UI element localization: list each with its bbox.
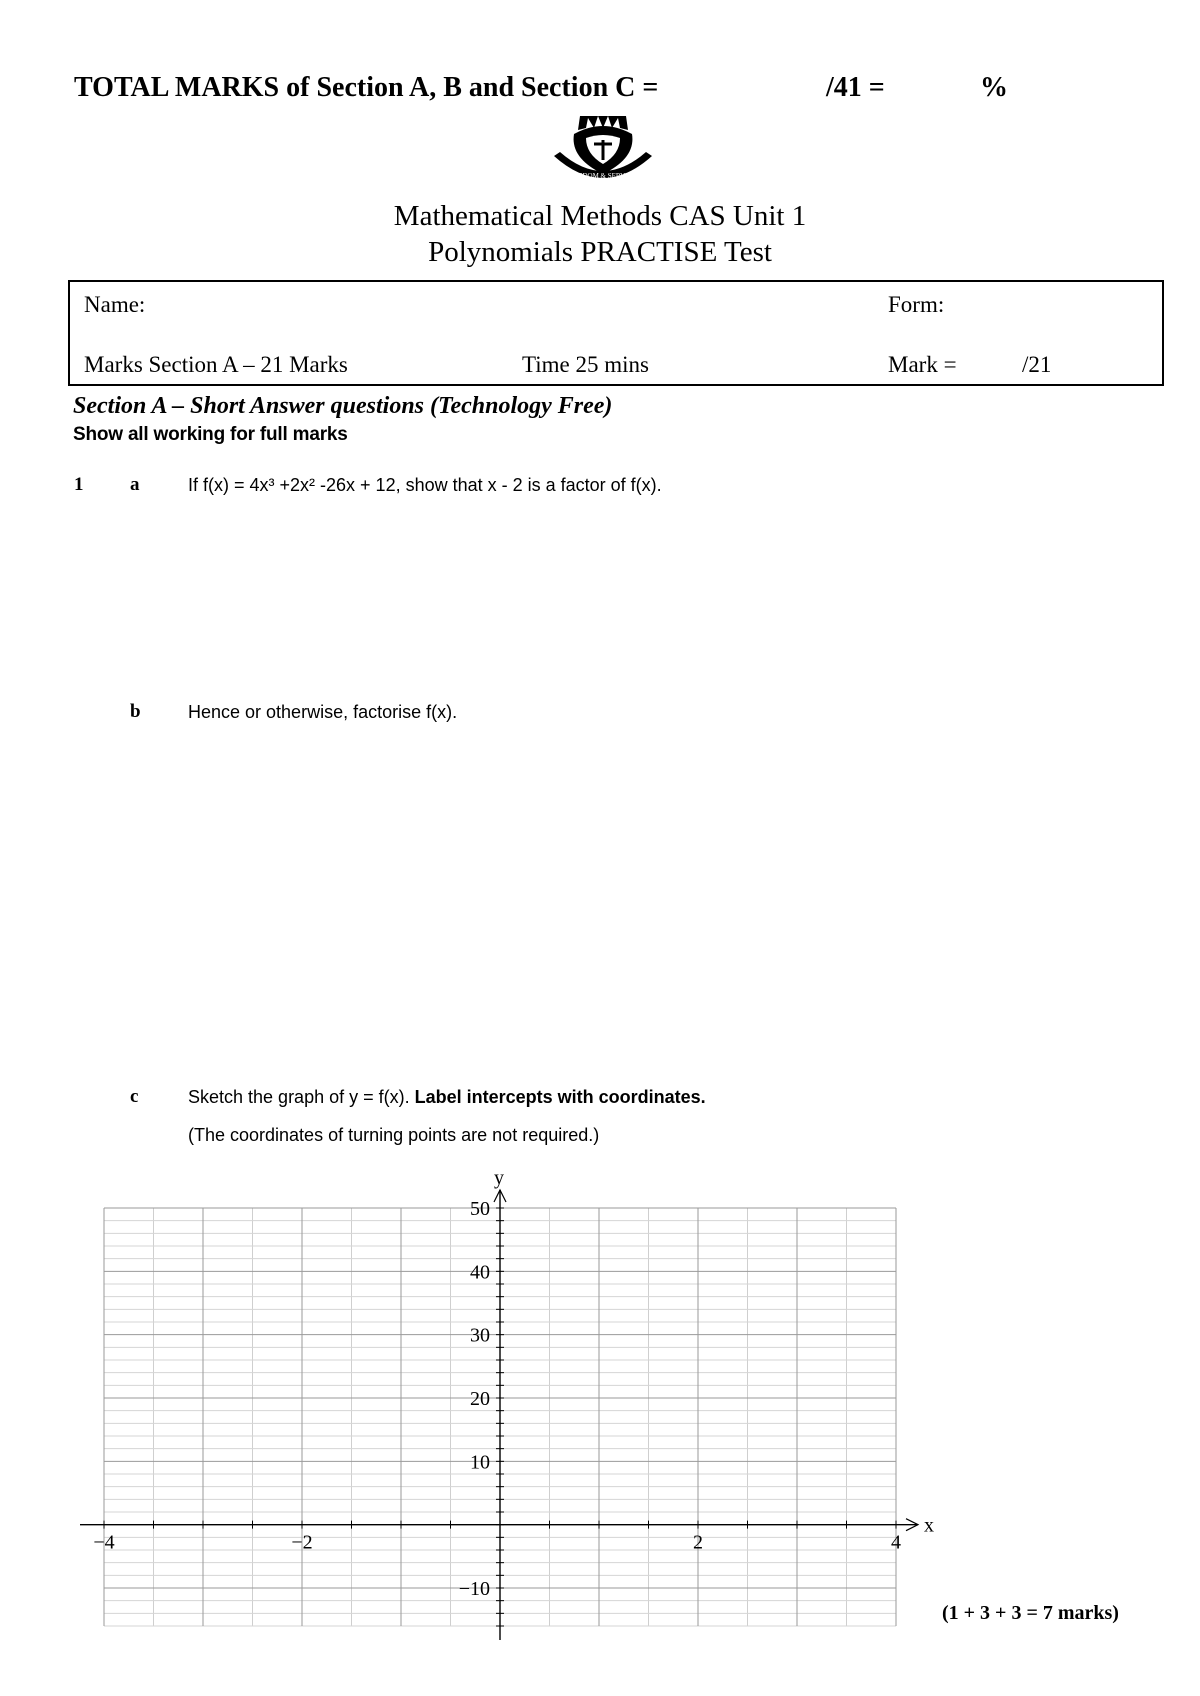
test-title-line1: Mathematical Methods CAS Unit 1	[393, 200, 807, 232]
name-label: Name:	[84, 292, 146, 317]
form-label: Form:	[888, 292, 945, 317]
question-1c-text	[188, 1087, 706, 1108]
y-tick-label: 50	[470, 1198, 490, 1220]
student-info-box	[68, 280, 1164, 386]
y-tick-label: 20	[470, 1388, 490, 1410]
mark-label: Mark =	[888, 352, 957, 377]
y-tick-label: 40	[470, 1261, 490, 1284]
question-number	[74, 474, 84, 496]
blank-graph-grid[interactable]	[70, 1160, 950, 1640]
part-letter: a	[130, 474, 140, 495]
axis-tick-labels	[93, 1167, 934, 1600]
x-tick-label: 2	[693, 1531, 703, 1554]
marks-total-note: (1 + 3 + 3 = 7 marks)	[942, 1602, 1119, 1624]
x-tick-label: −2	[291, 1531, 313, 1554]
axes	[80, 1190, 918, 1640]
marks-section-label: Marks Section A – 21 Marks	[84, 352, 348, 377]
question-number-label: 1	[74, 474, 84, 495]
y-axis-label: y	[494, 1167, 504, 1189]
question-1c-main: Sketch the graph of y = f(x).	[188, 1087, 410, 1107]
question-1a-text: If f(x) = 4x³ +2x² -26x + 12, show that x - 2 is a factor of f(x).	[188, 475, 662, 495]
question-1c	[130, 1086, 138, 1108]
total-marks-line	[74, 72, 1074, 108]
section-instruction: Show all working for full marks	[73, 424, 348, 445]
percent-sign: %	[980, 72, 1008, 103]
logo-motto: WISDOM & SERVICE	[569, 172, 637, 180]
time-label: Time 25 mins	[522, 352, 649, 377]
question-1c-note: (The coordinates of turning points are not required.)	[188, 1125, 600, 1145]
section-heading: Section A – Short Answer questions (Technology Free)	[73, 393, 613, 419]
question-1b	[130, 701, 141, 723]
question-1a	[130, 474, 140, 496]
test-title-line2: Polynomials PRACTISE Test	[428, 236, 772, 268]
x-axis-label: x	[924, 1514, 934, 1537]
x-tick-label: −4	[93, 1531, 115, 1554]
school-crest-logo	[550, 108, 656, 192]
y-tick-label: 10	[470, 1451, 490, 1474]
total-marks-label: TOTAL MARKS of Section A, B and Section C =	[74, 72, 659, 103]
question-1c-bold: Label intercepts with coordinates.	[414, 1087, 706, 1107]
part-letter: b	[130, 701, 141, 722]
total-out-of: /41 =	[826, 72, 885, 103]
mark-out-of: /21	[1022, 352, 1052, 377]
y-tick-label: 30	[470, 1324, 490, 1347]
part-letter: c	[130, 1086, 139, 1107]
question-1b-text: Hence or otherwise, factorise f(x).	[188, 702, 458, 722]
y-tick-label: −10	[458, 1578, 490, 1600]
x-tick-label: 4	[891, 1531, 901, 1554]
